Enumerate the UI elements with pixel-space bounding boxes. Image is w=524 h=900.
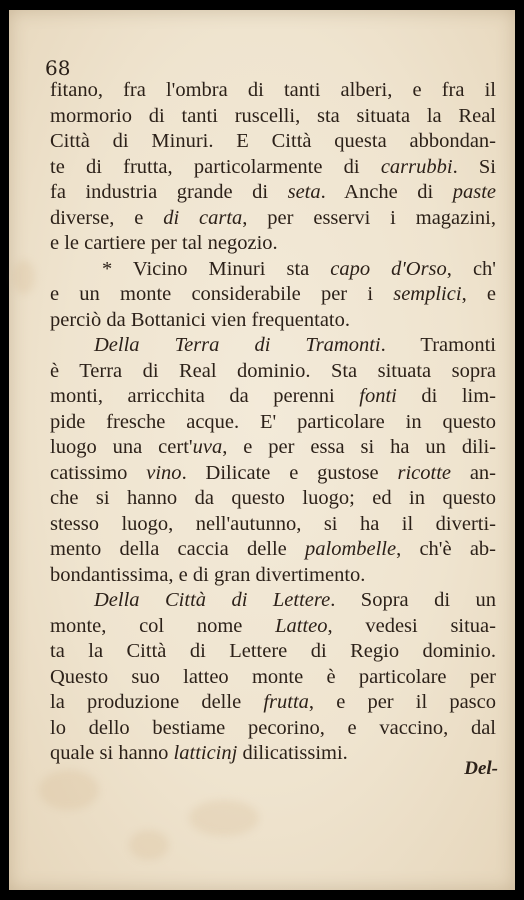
italic-text-segment: ricotte <box>397 461 451 484</box>
text-segment: Città di Minuri. E Città questa abbondan- <box>50 130 496 152</box>
text-line <box>50 308 496 334</box>
text-segment: e le cartiere per tal negozio. <box>50 232 278 254</box>
text-segment: lo dello bestiame pecorino, e vaccino, dal <box>50 716 496 739</box>
text-segment: an- <box>451 461 497 484</box>
text-line <box>50 588 496 614</box>
italic-text-segment: Della Città di Lettere <box>94 589 331 611</box>
text-segment: mormorio di tanti ruscelli, sta situata la Real <box>50 104 496 127</box>
text-segment: mento della caccia delle <box>50 538 306 560</box>
text-segment: te di frutta, particolarmente di <box>50 155 381 178</box>
italic-text-segment: semplici <box>393 283 462 305</box>
text-line <box>50 614 496 640</box>
italic-text-segment: paste <box>452 181 496 203</box>
italic-text-segment: vino <box>146 461 182 484</box>
text-line <box>50 282 496 308</box>
text-line <box>50 129 496 155</box>
text-line <box>50 716 496 742</box>
text-line <box>50 333 496 359</box>
text-line <box>50 486 496 512</box>
text-line <box>50 410 496 436</box>
text-line <box>50 512 496 538</box>
text-segment: monte, col nome <box>50 614 276 637</box>
text-segment: ta la Città di Lettere di Regio dominio. <box>50 640 496 662</box>
text-line <box>50 690 496 716</box>
text-segment: monti, arricchita da perenni <box>50 385 360 407</box>
catchword: Del- <box>464 758 498 779</box>
text-segment: . Sopra di un <box>330 589 496 611</box>
text-segment: , ch'è ab- <box>396 538 496 560</box>
italic-text-segment: capo d'Orso <box>330 257 447 280</box>
italic-text-segment: fonti <box>359 385 397 407</box>
italic-text-segment: frutta <box>263 691 309 713</box>
text-segment: che si hanno da questo luogo; ed in questo <box>50 487 496 509</box>
italic-text-segment: Della Terra di Tramonti <box>94 334 381 356</box>
paper-stain <box>39 770 99 810</box>
italic-text-segment: Latteo <box>275 614 328 637</box>
text-segment: catissimo <box>50 461 147 484</box>
italic-text-segment: di carta <box>163 206 243 229</box>
text-line <box>50 435 496 461</box>
text-segment: dilicatissimi. <box>237 742 348 764</box>
text-segment: , ch' <box>446 257 496 280</box>
text-segment: . Tramonti <box>380 334 496 356</box>
text-segment: , vedesi situa- <box>327 614 496 637</box>
text-segment: bondantissima, e di gran divertimento. <box>50 563 366 586</box>
text-line <box>50 231 496 257</box>
body-text <box>50 78 496 767</box>
text-segment: la produzione delle <box>50 691 264 713</box>
text-segment: . Anche di <box>320 181 453 203</box>
text-line <box>50 639 496 665</box>
text-segment: di lim- <box>396 385 496 407</box>
text-line <box>50 461 496 487</box>
italic-text-segment: carrubbi <box>380 155 453 178</box>
text-segment: . Dilicate e gustose <box>181 461 398 484</box>
text-line <box>50 257 496 283</box>
text-segment: . Si <box>452 155 496 178</box>
text-segment: Questo suo latteo monte è particolare per <box>50 665 496 688</box>
italic-text-segment: latticinj <box>173 742 238 764</box>
text-line <box>50 537 496 563</box>
text-line <box>50 206 496 232</box>
paper-stain <box>189 800 259 836</box>
text-line <box>50 78 496 104</box>
text-segment: pide fresche acque. E' particolare in questo <box>50 410 496 433</box>
text-line <box>50 665 496 691</box>
text-line <box>50 741 496 767</box>
text-segment: stesso luogo, nell'autunno, si ha il diverti- <box>50 512 496 535</box>
text-segment: , per esservi i magazini, <box>242 206 497 229</box>
text-line <box>50 180 496 206</box>
text-line <box>50 104 496 130</box>
text-line <box>50 563 496 589</box>
text-segment: , e per essa si ha un dili- <box>222 436 496 458</box>
paper-stain <box>13 260 35 294</box>
italic-text-segment: seta <box>287 181 321 203</box>
text-line <box>50 384 496 410</box>
text-segment: luogo una cert' <box>50 436 193 458</box>
text-segment: fitano, fra l'ombra di tanti alberi, e fra il <box>50 79 496 101</box>
text-segment: perciò da Bottanici vien frequentato. <box>50 308 350 331</box>
text-segment: , e per il pasco <box>308 691 496 713</box>
text-segment: quale si hanno <box>50 742 174 764</box>
italic-text-segment: palombelle <box>305 538 397 560</box>
text-segment: è Terra di Real dominio. Sta situata sopra <box>50 359 496 382</box>
text-segment: , e <box>461 283 496 305</box>
text-line <box>50 155 496 181</box>
text-segment: e un monte considerabile per i <box>50 283 394 305</box>
text-segment: fa industria grande di <box>50 181 288 203</box>
paper-stain <box>129 830 169 860</box>
text-line <box>50 359 496 385</box>
text-segment: * Vicino Minuri sta <box>102 257 331 280</box>
text-segment: diverse, e <box>50 206 164 229</box>
page-number: 68 <box>45 56 71 80</box>
italic-text-segment: uva <box>192 436 223 458</box>
